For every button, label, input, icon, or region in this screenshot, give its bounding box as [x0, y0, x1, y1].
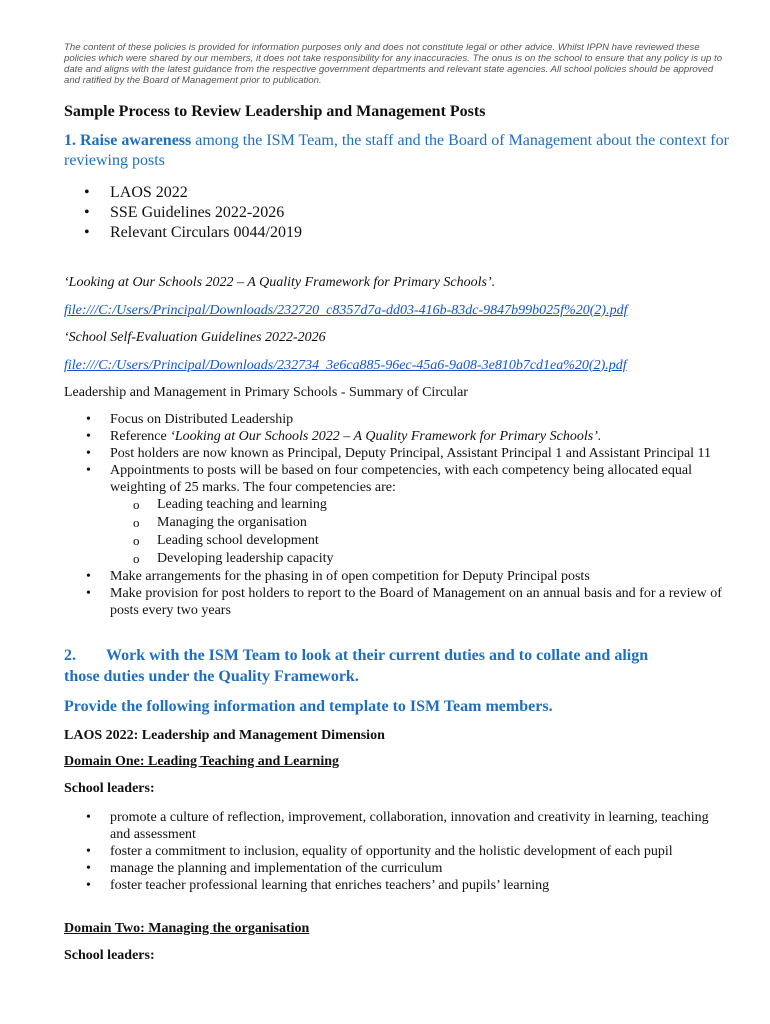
school-leaders-label-2: School leaders:	[64, 947, 155, 963]
page-title: Sample Process to Review Leadership and Management Posts	[64, 102, 486, 120]
domain-two-heading: Domain Two: Managing the organisation	[64, 920, 310, 936]
step-2-heading	[64, 645, 730, 666]
laos-dimension-heading: LAOS 2022: Leadership and Management Dimension	[64, 727, 385, 743]
list-item: • Focus on Distributed Leadership	[64, 411, 730, 428]
step-2-line-2: those duties under the Quality Framework.	[64, 667, 359, 685]
list-item: o Leading school development	[64, 532, 730, 550]
step-1-bold: 1. Raise awareness	[64, 131, 192, 149]
list-item: • Relevant Circulars 0044/2019	[64, 223, 730, 243]
list-item: o Managing the organisation	[64, 514, 730, 532]
laos-pdf-link[interactable]: file:///C:/Users/Principal/Downloads/232720_c8357d7a-dd03-416b-83dc-9847b99b025f%20(2).pdf	[64, 302, 628, 318]
list-item: • promote a culture of reflection, improvement, collaboration, innovation and creativity in learning, teaching and assessment	[64, 809, 730, 843]
list-item: o Developing leadership capacity	[64, 550, 730, 568]
provide-heading: Provide the following information and template to ISM Team members.	[64, 697, 553, 715]
disclaimer: The content of these policies is provided for information purposes only and does not constitute legal or other advice. Whilst IPPN have reviewed these policies which were shared by our members, it does not take responsibility for any inaccuracies. The onus is on the school to ensure that any policy is up to date and aligns with the latest guidance from the respective government departments and relevant state agencies. All school policies should be approved and ratified by the Board of Management prior to publication.	[64, 42, 723, 86]
list-item: • LAOS 2022	[64, 183, 730, 203]
reference-italic: ‘Looking at Our Schools 2022 – A Quality Framework for Primary Schools’.	[170, 428, 602, 444]
list-item: • foster teacher professional learning that enriches teachers’ and pupils’ learning	[64, 877, 730, 894]
list-item: • Make arrangements for the phasing in of open competition for Deputy Principal posts	[64, 568, 730, 585]
sse-pdf-link[interactable]: file:///C:/Users/Principal/Downloads/232734_3e6ca885-96ec-45a6-9a08-3e810b7cd1ea%20(2).pdf	[64, 357, 627, 373]
list-item	[64, 428, 730, 445]
step-2-number: 2.	[64, 646, 76, 664]
domain-one-heading: Domain One: Leading Teaching and Learning	[64, 753, 340, 769]
step-1-list	[64, 183, 730, 243]
step-2-line-1: Work with the ISM Team to look at their current duties and to collate and align	[106, 646, 649, 664]
list-item: • foster a commitment to inclusion, equality of opportunity and the holistic development of each pupil	[64, 843, 730, 860]
school-leaders-label: School leaders:	[64, 780, 155, 796]
list-item: • Make provision for post holders to report to the Board of Management on an annual basis and for a review of posts every two years	[64, 585, 730, 619]
list-item: • SSE Guidelines 2022-2026	[64, 203, 730, 223]
step-1-heading	[64, 131, 730, 171]
domain-one-list	[64, 809, 730, 894]
step-1-rest: among the ISM Team, the staff and the Board of Management about the context for reviewing posts	[64, 131, 729, 169]
circular-list	[64, 411, 730, 496]
list-item: o Leading teaching and learning	[64, 496, 730, 514]
list-item: • Appointments to posts will be based on four competencies, with each competency being allocated equal weighting of 25 marks. The four competencies are:	[64, 462, 730, 496]
laos-reference-title: ‘Looking at Our Schools 2022 – A Quality Framework for Primary Schools’.	[64, 274, 496, 290]
circular-list-continued	[64, 568, 730, 619]
sse-reference-title: ‘School Self-Evaluation Guidelines 2022-2026	[64, 329, 326, 345]
circular-summary-heading: Leadership and Management in Primary Schools - Summary of Circular	[64, 384, 468, 400]
competencies-list	[64, 496, 730, 568]
reference-prefix: Reference	[110, 428, 171, 444]
list-item: • Post holders are now known as Principal, Deputy Principal, Assistant Principal 1 and Assistant Principal 11	[64, 445, 730, 462]
list-item: • manage the planning and implementation of the curriculum	[64, 860, 730, 877]
